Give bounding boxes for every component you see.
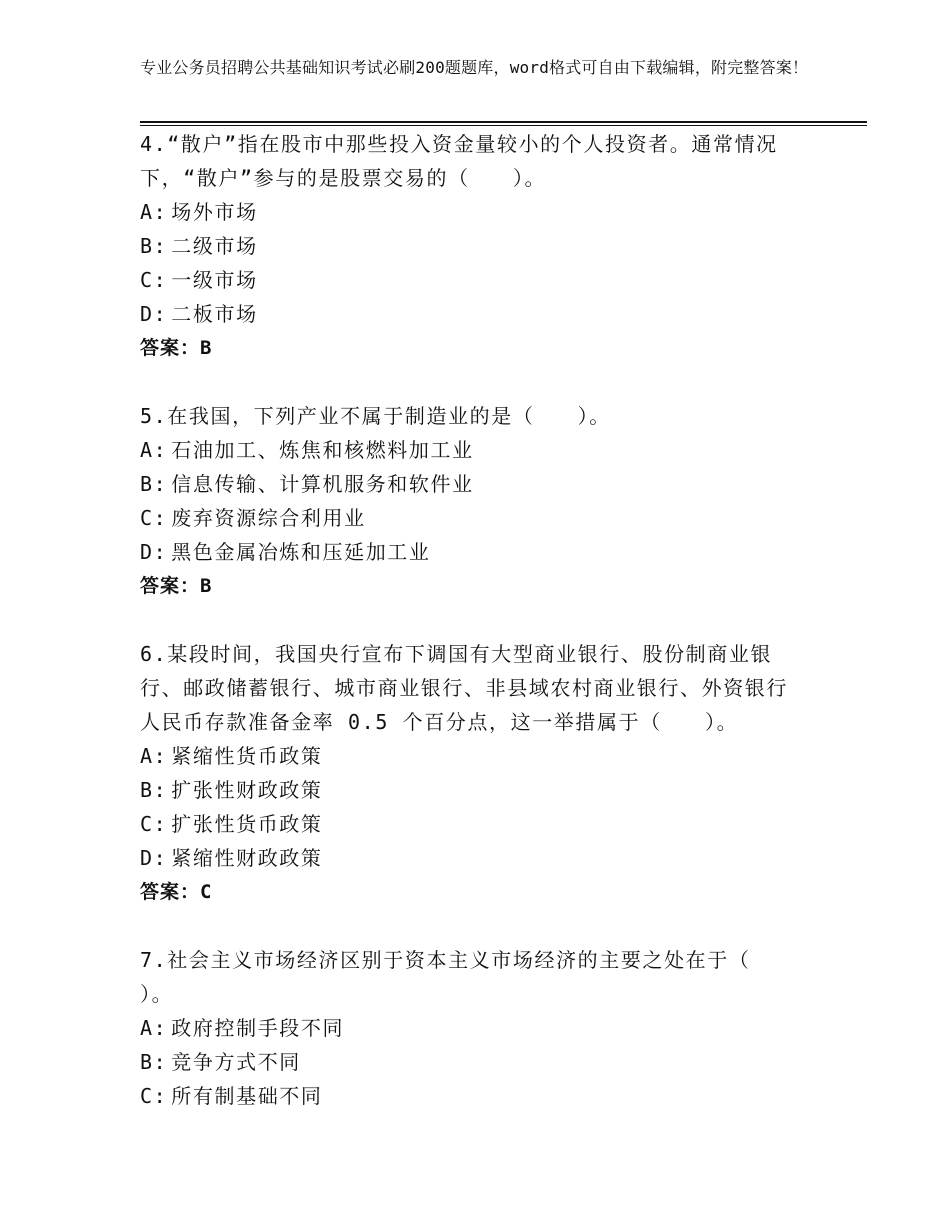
question-7 xyxy=(140,943,840,1113)
option-letter: C: xyxy=(140,812,168,836)
option-letter: A: xyxy=(140,1016,168,1040)
option-d xyxy=(140,841,840,875)
question-4 xyxy=(140,127,840,365)
question-stem-line: 人民币存款准备金率 0.5 个百分点，这一举措属于（ ）。 xyxy=(140,710,739,734)
option-text: 黑色金属冶炼和压延加工业 xyxy=(171,540,431,564)
option-b xyxy=(140,773,840,807)
question-5 xyxy=(140,399,840,603)
document-header: 专业公务员招聘公共基础知识考试必刷200题题库，word格式可自由下载编辑，附完整答案！ xyxy=(140,58,809,77)
option-c xyxy=(140,1079,840,1113)
option-text: 石油加工、炼焦和核燃料加工业 xyxy=(171,438,474,462)
question-spacer xyxy=(140,603,840,637)
option-text: 信息传输、计算机服务和软件业 xyxy=(171,472,474,496)
option-text: 二板市场 xyxy=(171,302,258,326)
option-text: 竞争方式不同 xyxy=(171,1050,301,1074)
option-letter: B: xyxy=(140,1050,168,1074)
option-b xyxy=(140,229,840,263)
header-rule-thick xyxy=(140,121,867,123)
question-stem-line: 7.社会主义市场经济区别于资本主义市场经济的主要之处在于（ xyxy=(140,948,751,972)
option-b xyxy=(140,1045,840,1079)
question-stem-line: 行、邮政储蓄银行、城市商业银行、非县域农村商业银行、外资银行 xyxy=(140,676,788,700)
question-stem-line: ）。 xyxy=(140,982,174,1006)
option-letter: C: xyxy=(140,506,168,530)
question-stem-line: 6.某段时间，我国央行宣布下调国有大型商业银行、股份制商业银 xyxy=(140,642,773,666)
option-letter: C: xyxy=(140,1084,168,1108)
option-d xyxy=(140,535,840,569)
answer-line: 答案：C xyxy=(140,881,213,903)
option-a xyxy=(140,195,840,229)
option-text: 紧缩性财政政策 xyxy=(171,846,323,870)
option-text: 废弃资源综合利用业 xyxy=(171,506,366,530)
option-d xyxy=(140,297,840,331)
option-letter: A: xyxy=(140,744,168,768)
option-c xyxy=(140,263,840,297)
question-6 xyxy=(140,637,840,909)
option-letter: B: xyxy=(140,778,168,802)
question-spacer xyxy=(140,365,840,399)
option-letter: D: xyxy=(140,302,168,326)
option-text: 扩张性财政政策 xyxy=(171,778,323,802)
option-letter: A: xyxy=(140,438,168,462)
answer-line: 答案：B xyxy=(140,575,213,597)
option-text: 紧缩性货币政策 xyxy=(171,744,323,768)
option-letter: C: xyxy=(140,268,168,292)
answer-line: 答案：B xyxy=(140,337,213,359)
question-list xyxy=(140,127,840,1113)
option-text: 扩张性货币政策 xyxy=(171,812,323,836)
option-b xyxy=(140,467,840,501)
question-stem-line: 5.在我国，下列产业不属于制造业的是（ ）。 xyxy=(140,404,611,428)
option-a xyxy=(140,1011,840,1045)
option-a xyxy=(140,739,840,773)
question-stem-line: 4.“散户”指在股市中那些投入资金量较小的个人投资者。通常情况 xyxy=(140,132,778,156)
option-letter: B: xyxy=(140,472,168,496)
option-c xyxy=(140,807,840,841)
question-spacer xyxy=(140,909,840,943)
option-text: 二级市场 xyxy=(171,234,258,258)
option-text: 所有制基础不同 xyxy=(171,1084,323,1108)
option-text: 政府控制手段不同 xyxy=(171,1016,345,1040)
option-text: 一级市场 xyxy=(171,268,258,292)
question-stem-line: 下，“散户”参与的是股票交易的（ ）。 xyxy=(140,166,547,190)
option-a xyxy=(140,433,840,467)
option-letter: D: xyxy=(140,846,168,870)
option-c xyxy=(140,501,840,535)
option-letter: A: xyxy=(140,200,168,224)
option-letter: B: xyxy=(140,234,168,258)
option-text: 场外市场 xyxy=(171,200,258,224)
header-rule-thin xyxy=(140,125,867,126)
option-letter: D: xyxy=(140,540,168,564)
